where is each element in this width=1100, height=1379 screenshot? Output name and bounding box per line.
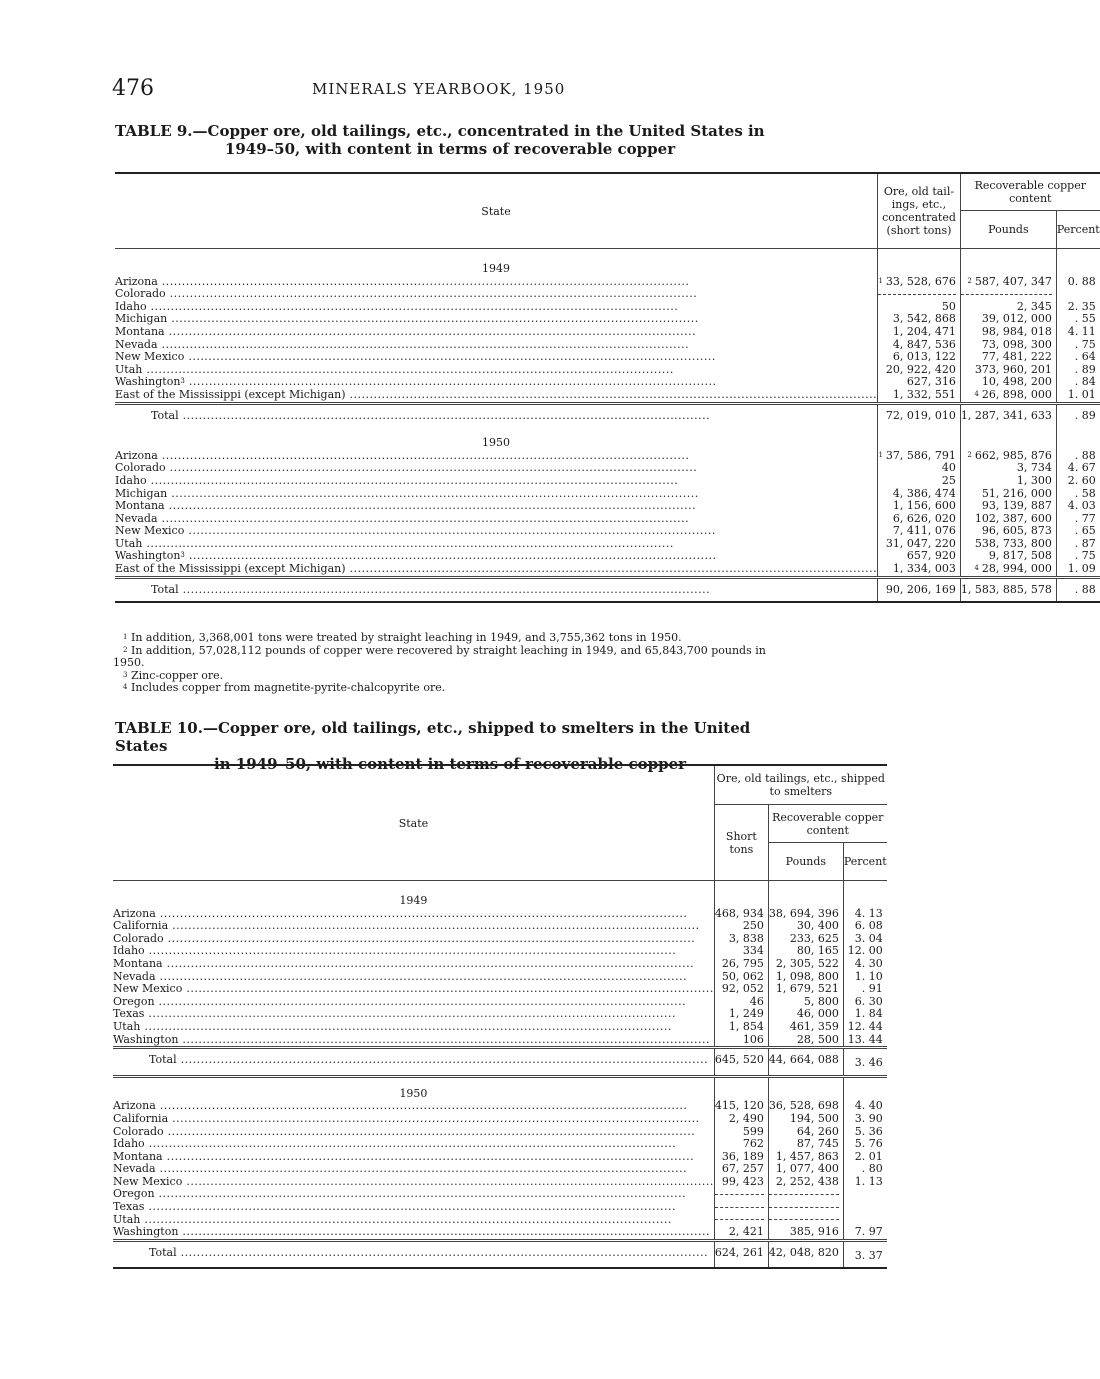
table10-col-percent: Percent bbox=[843, 843, 886, 881]
table9-col-pounds: Pounds bbox=[960, 211, 1056, 249]
tons-value: 4, 386, 474 bbox=[892, 486, 956, 500]
state-name: Utah ..... bbox=[115, 363, 674, 376]
table9-title-line2: 1949–50, with content in terms of recoverable copper bbox=[224, 140, 676, 158]
total-tons: 645, 520 bbox=[714, 1048, 768, 1077]
footnote-text: In addition, 57,028,112 pounds of copper were recovered by straight leaching in 1949, and 65,843,700 pounds in 1950. bbox=[113, 643, 766, 669]
percent-cell bbox=[843, 1201, 886, 1214]
table10-title-line2: in 1949–50, with content in terms of recoverable copper bbox=[213, 755, 687, 773]
total-row bbox=[115, 403, 1100, 427]
table-row bbox=[115, 389, 1100, 403]
state-name: Washington ..... bbox=[113, 1033, 710, 1046]
pounds-cell bbox=[768, 1034, 843, 1048]
table9-col-recov: Recoverable copper content bbox=[960, 173, 1099, 211]
pounds-cell bbox=[768, 1226, 843, 1240]
state-cell bbox=[113, 1226, 714, 1240]
total-pounds: 44, 664, 088 bbox=[768, 1048, 843, 1077]
dash-line bbox=[769, 1219, 839, 1220]
state-name: Montana ..... bbox=[113, 957, 694, 970]
pounds-value: 102, 387, 600 bbox=[974, 511, 1052, 525]
pounds-value: 461, 359 bbox=[789, 1019, 839, 1033]
percent-cell bbox=[843, 1188, 886, 1201]
pounds-value: 3, 734 bbox=[1016, 461, 1052, 475]
spacer-cell bbox=[878, 249, 961, 276]
total-pounds: 1, 287, 341, 633 bbox=[960, 403, 1056, 427]
state-cell bbox=[115, 563, 878, 577]
state-name: Arizona ..... bbox=[113, 1099, 687, 1112]
footnote-ref: 3 bbox=[180, 551, 185, 560]
state-name: Washington bbox=[115, 549, 181, 563]
footnote-mark: 2 bbox=[123, 645, 128, 654]
year-label: 1949 bbox=[399, 894, 428, 907]
pounds-value: 28, 994, 000 bbox=[981, 562, 1052, 576]
table10-col-recov: Recoverable copper content bbox=[768, 805, 886, 843]
pounds-value: 73, 098, 300 bbox=[981, 337, 1052, 351]
spacer-cell bbox=[878, 427, 961, 450]
state-name: Nevada ..... bbox=[113, 1162, 687, 1175]
spacer-cell bbox=[768, 1076, 843, 1100]
dash-line bbox=[961, 294, 1052, 295]
percent-cell: 4. 30 bbox=[843, 958, 886, 971]
tons-value: 46 bbox=[749, 994, 764, 1008]
table9-title-line1: TABLE 9.—Copper ore, old tailings, etc., concentrated in the United States in bbox=[115, 122, 765, 140]
state-name: New Mexico ..... bbox=[113, 982, 714, 995]
pounds-value: 80, 165 bbox=[796, 944, 839, 958]
tons-value: 2, 490 bbox=[728, 1111, 764, 1125]
tons-cell bbox=[878, 276, 961, 289]
tons-value: 37, 586, 791 bbox=[885, 448, 956, 462]
pounds-value: 98, 984, 018 bbox=[981, 324, 1052, 338]
footnote-ref: 3 bbox=[180, 377, 185, 386]
tons-value: 36, 189 bbox=[721, 1149, 764, 1163]
pounds-cell bbox=[960, 276, 1056, 289]
state-name: Arizona ..... bbox=[115, 449, 689, 462]
total-tons: 72, 019, 010 bbox=[878, 403, 961, 427]
tons-value: 67, 257 bbox=[721, 1162, 764, 1176]
table9-body bbox=[115, 173, 1100, 602]
spacer-cell bbox=[1056, 427, 1099, 450]
percent-cell: . 77 bbox=[1056, 513, 1099, 526]
pounds-value: 39, 012, 000 bbox=[981, 312, 1052, 326]
state-name: Oregon ..... bbox=[113, 1187, 686, 1200]
state-name: Nevada ..... bbox=[115, 512, 689, 525]
tons-cell bbox=[714, 1226, 768, 1240]
tons-value: 4, 847, 536 bbox=[892, 337, 956, 351]
state-name: Arizona ..... bbox=[113, 907, 687, 920]
year-row bbox=[115, 427, 1100, 450]
percent-cell: 3. 90 bbox=[843, 1113, 886, 1126]
table-row bbox=[113, 1226, 887, 1240]
year-label: 1950 bbox=[399, 1086, 428, 1100]
pounds-cell bbox=[768, 1176, 843, 1189]
total-pounds: 42, 048, 820 bbox=[768, 1240, 843, 1268]
dash-line bbox=[769, 1194, 839, 1195]
footnote-mark: 1 bbox=[123, 633, 128, 641]
percent-cell: 7. 97 bbox=[843, 1226, 886, 1240]
tons-value: 1, 332, 551 bbox=[892, 387, 956, 401]
tons-cell bbox=[878, 563, 961, 577]
pounds-value: 1, 457, 863 bbox=[775, 1149, 839, 1163]
percent-cell: 6. 30 bbox=[843, 996, 886, 1009]
pounds-cell bbox=[960, 563, 1056, 577]
spacer-cell bbox=[714, 881, 768, 908]
footnote-text: Zinc-copper ore. bbox=[130, 668, 224, 682]
state-name: Washington ..... bbox=[113, 1225, 710, 1238]
year-row bbox=[113, 881, 887, 908]
table10-col-state: State bbox=[113, 765, 714, 881]
state-name: Colorado ..... bbox=[113, 932, 695, 945]
pounds-value: 194, 500 bbox=[789, 1111, 839, 1125]
tons-value: 3, 838 bbox=[728, 931, 764, 945]
table9-title bbox=[115, 122, 785, 158]
percent-cell: 13. 44 bbox=[843, 1034, 886, 1048]
year-label: 1949 bbox=[482, 262, 511, 275]
pounds-value: 93, 139, 887 bbox=[981, 499, 1052, 513]
state-name: Texas ..... bbox=[113, 1007, 676, 1020]
pounds-value: 1, 679, 521 bbox=[775, 982, 839, 996]
pounds-value: 51, 216, 000 bbox=[981, 486, 1052, 500]
total-label: Total ..... bbox=[149, 1053, 708, 1066]
tons-value: 334 bbox=[742, 944, 764, 958]
percent-cell: 2. 35 bbox=[1056, 301, 1099, 314]
tons-value: 40 bbox=[941, 461, 956, 475]
table10-col-short-tons: Short tons bbox=[714, 805, 768, 881]
percent-cell: . 75 bbox=[1056, 339, 1099, 352]
footnote-mark: 3 bbox=[123, 670, 128, 679]
table10-body bbox=[113, 765, 887, 1268]
total-percent: . 89 bbox=[1056, 403, 1099, 427]
table9-col-state: State bbox=[115, 173, 878, 249]
percent-cell: 5. 76 bbox=[843, 1138, 886, 1151]
percent-cell: 5. 36 bbox=[843, 1126, 886, 1139]
percent-cell: . 58 bbox=[1056, 488, 1099, 501]
tons-value: 92, 052 bbox=[721, 982, 764, 996]
footnote bbox=[113, 645, 785, 670]
pounds-cell bbox=[768, 1201, 843, 1214]
tons-cell bbox=[714, 1201, 768, 1214]
state-name: New Mexico ..... bbox=[115, 524, 716, 537]
pounds-value: 64, 260 bbox=[796, 1124, 839, 1138]
table10-title-line1: TABLE 10.—Copper ore, old tailings, etc., shipped to smelters in the United States bbox=[115, 719, 751, 755]
tons-cell bbox=[714, 1176, 768, 1189]
percent-cell: 6. 08 bbox=[843, 920, 886, 933]
dash-line bbox=[769, 1207, 839, 1208]
pounds-value: 538, 733, 800 bbox=[974, 536, 1052, 550]
tons-value: 415, 120 bbox=[714, 1099, 764, 1113]
pounds-value: 233, 625 bbox=[789, 931, 839, 945]
state-name: Utah ..... bbox=[115, 537, 674, 550]
pounds-value: 587, 407, 347 bbox=[974, 274, 1052, 288]
state-cell bbox=[115, 389, 878, 403]
total-label: Total ..... bbox=[151, 409, 710, 422]
total-tons: 90, 206, 169 bbox=[878, 577, 961, 602]
dash-line bbox=[878, 294, 956, 295]
tons-value: 599 bbox=[742, 1124, 764, 1138]
percent-cell: 12. 44 bbox=[843, 1021, 886, 1034]
state-name-wrap bbox=[115, 549, 716, 562]
percent-cell: . 65 bbox=[1056, 525, 1099, 538]
state-name: Utah ..... bbox=[113, 1020, 672, 1033]
running-title: MINERALS YEARBOOK, 1950 bbox=[312, 80, 566, 98]
pounds-value: 26, 898, 000 bbox=[981, 387, 1052, 401]
state-name: Montana ..... bbox=[113, 1150, 694, 1163]
footnote-text: In addition, 3,368,001 tons were treated by straight leaching in 1949, and 3,755,362 tons in 1950. bbox=[130, 631, 682, 644]
tons-value: 6, 626, 020 bbox=[892, 511, 956, 525]
state-name: Colorado ..... bbox=[115, 287, 697, 300]
tons-cell bbox=[714, 1034, 768, 1048]
percent-cell: 4. 11 bbox=[1056, 326, 1099, 339]
table9-col-percent: Percent bbox=[1056, 211, 1099, 249]
pounds-value: 30, 400 bbox=[796, 919, 839, 933]
percent-cell: 4. 67 bbox=[1056, 462, 1099, 475]
state-name: Texas ..... bbox=[113, 1200, 676, 1213]
percent-cell: 0. 88 bbox=[1056, 276, 1099, 289]
pounds-value: 385, 916 bbox=[789, 1225, 839, 1239]
percent-cell: . 91 bbox=[843, 983, 886, 996]
tons-cell bbox=[714, 1188, 768, 1201]
tons-value: 99, 423 bbox=[721, 1174, 764, 1188]
spacer-cell bbox=[843, 881, 886, 908]
spacer-cell bbox=[768, 881, 843, 908]
percent-cell: 1. 84 bbox=[843, 1008, 886, 1021]
percent-cell: 1. 13 bbox=[843, 1176, 886, 1189]
pounds-value: 662, 985, 876 bbox=[974, 448, 1052, 462]
state-name: Michigan ..... bbox=[115, 487, 699, 500]
state-name: Montana ..... bbox=[115, 499, 696, 512]
pounds-cell bbox=[768, 1188, 843, 1201]
tons-value: 1, 249 bbox=[728, 1007, 764, 1021]
tons-value: 26, 795 bbox=[721, 956, 764, 970]
total-label: Total ..... bbox=[151, 583, 710, 596]
percent-cell: 1. 09 bbox=[1056, 563, 1099, 577]
state-name: East of the Mississippi (except Michigan) ..... bbox=[115, 388, 877, 401]
table10 bbox=[113, 764, 887, 1269]
state-name: California ..... bbox=[113, 919, 700, 932]
percent-cell: . 64 bbox=[1056, 351, 1099, 364]
pounds-value: 28, 500 bbox=[796, 1032, 839, 1046]
state-name: Colorado ..... bbox=[113, 1125, 695, 1138]
pounds-value: 373, 960, 201 bbox=[974, 362, 1052, 376]
tons-value: 3, 542, 868 bbox=[892, 312, 956, 326]
page-number: 476 bbox=[112, 76, 154, 101]
total-tons: 624, 261 bbox=[714, 1240, 768, 1268]
state-name: New Mexico ..... bbox=[113, 1175, 714, 1188]
total-row bbox=[115, 577, 1100, 602]
state-name: Washington bbox=[115, 375, 181, 389]
tons-value: 1, 204, 471 bbox=[892, 324, 956, 338]
tons-value: 33, 528, 676 bbox=[885, 274, 956, 288]
pounds-value: 46, 000 bbox=[796, 1007, 839, 1021]
table10-col-pounds: Pounds bbox=[768, 843, 843, 881]
total-percent: 3. 46 bbox=[843, 1048, 886, 1077]
dash-line bbox=[715, 1219, 764, 1220]
total-row bbox=[113, 1240, 887, 1268]
state-name: Montana ..... bbox=[115, 325, 696, 338]
pounds-value: 10, 498, 200 bbox=[981, 375, 1052, 389]
total-label: Total ..... bbox=[149, 1246, 708, 1259]
table9-col-ore: Ore, old tail-ings, etc., concentrated (short tons) bbox=[878, 173, 961, 249]
total-label-cell bbox=[115, 577, 878, 602]
pounds-value: 2, 252, 438 bbox=[775, 1174, 839, 1188]
percent-cell: 2. 01 bbox=[843, 1151, 886, 1164]
table9-header-row bbox=[115, 173, 1100, 211]
percent-cell: 2. 60 bbox=[1056, 475, 1099, 488]
percent-cell: . 55 bbox=[1056, 313, 1099, 326]
percent-cell: 4. 40 bbox=[843, 1100, 886, 1113]
percent-cell: 4. 13 bbox=[843, 908, 886, 921]
pounds-value: 77, 481, 222 bbox=[981, 350, 1052, 364]
tons-value: 468, 934 bbox=[714, 906, 764, 920]
footnote-mark: 4 bbox=[123, 683, 128, 691]
state-name-wrap bbox=[115, 375, 716, 388]
percent-cell: 4. 03 bbox=[1056, 500, 1099, 513]
footnote-ref: 2 bbox=[967, 276, 972, 285]
pounds-value: 87, 745 bbox=[796, 1137, 839, 1151]
percent-cell: 1. 01 bbox=[1056, 389, 1099, 403]
footnote-ref: 1 bbox=[878, 450, 883, 459]
pounds-value: 5, 800 bbox=[803, 994, 839, 1008]
state-name: East of the Mississippi (except Michigan) ..... bbox=[115, 562, 877, 575]
footnote bbox=[113, 682, 785, 695]
spacer-cell bbox=[960, 427, 1056, 450]
total-row bbox=[113, 1048, 887, 1077]
state-name: Idaho ..... bbox=[113, 1137, 676, 1150]
state-cell bbox=[113, 1034, 714, 1048]
state-name: Idaho ..... bbox=[115, 300, 678, 313]
spacer-cell bbox=[714, 1076, 768, 1100]
tons-value: 7, 411, 076 bbox=[892, 524, 956, 538]
spacer-cell bbox=[1056, 249, 1099, 276]
state-name: Colorado ..... bbox=[115, 461, 697, 474]
tons-value: 31, 047, 220 bbox=[885, 536, 956, 550]
dash-line bbox=[715, 1194, 764, 1195]
pounds-value: 1, 077, 400 bbox=[775, 1162, 839, 1176]
state-name: California ..... bbox=[113, 1112, 700, 1125]
table9 bbox=[115, 172, 1100, 603]
total-pounds: 1, 583, 885, 578 bbox=[960, 577, 1056, 602]
total-label-cell bbox=[113, 1048, 714, 1077]
footnote-ref: 4 bbox=[974, 564, 979, 573]
pounds-value: 1, 300 bbox=[1016, 473, 1052, 487]
pounds-value: 2, 305, 522 bbox=[775, 956, 839, 970]
tons-value: 1, 334, 003 bbox=[892, 562, 956, 576]
pounds-value: 96, 605, 873 bbox=[981, 524, 1052, 538]
percent-cell: . 88 bbox=[1056, 450, 1099, 463]
percent-cell: 1. 10 bbox=[843, 971, 886, 984]
year-label: 1950 bbox=[482, 436, 511, 450]
year-row bbox=[113, 1076, 887, 1100]
percent-cell: . 80 bbox=[843, 1163, 886, 1176]
state-name: Idaho ..... bbox=[115, 474, 678, 487]
tons-value: 25 bbox=[941, 473, 956, 487]
tons-cell bbox=[878, 389, 961, 403]
percent-cell: . 89 bbox=[1056, 364, 1099, 377]
tons-value: 250 bbox=[742, 919, 764, 933]
tons-value: 6, 013, 122 bbox=[892, 350, 956, 364]
percent-cell: 3. 04 bbox=[843, 933, 886, 946]
table-row bbox=[113, 1034, 887, 1048]
tons-value: 657, 920 bbox=[906, 549, 956, 563]
state-name: Oregon ..... bbox=[113, 995, 686, 1008]
tons-value: 20, 922, 420 bbox=[885, 362, 956, 376]
year-row bbox=[115, 249, 1100, 276]
pounds-value: 9, 817, 508 bbox=[988, 549, 1052, 563]
total-label-cell bbox=[113, 1240, 714, 1268]
percent-cell: . 84 bbox=[1056, 376, 1099, 389]
state-name: Arizona ..... bbox=[115, 275, 689, 288]
footnote-ref: 2 bbox=[967, 450, 972, 459]
percent-cell bbox=[1056, 288, 1099, 301]
spacer-cell bbox=[843, 1076, 886, 1100]
spacer-cell bbox=[960, 249, 1056, 276]
tons-value: 1, 156, 600 bbox=[892, 499, 956, 513]
total-percent: 3. 37 bbox=[843, 1240, 886, 1268]
tons-value: 2, 421 bbox=[728, 1225, 764, 1239]
tons-value: 50 bbox=[941, 299, 956, 313]
footnotes bbox=[113, 632, 785, 695]
state-name: Utah ..... bbox=[113, 1213, 672, 1226]
tons-value: 50, 062 bbox=[721, 969, 764, 983]
table-row bbox=[115, 563, 1100, 577]
footnote-ref: 4 bbox=[974, 389, 979, 398]
table10-col-group: Ore, old tailings, etc., shipped to smelters bbox=[714, 765, 886, 805]
dash-line bbox=[715, 1207, 764, 1208]
state-name: Michigan ..... bbox=[115, 312, 699, 325]
state-name: New Mexico ..... bbox=[115, 350, 716, 363]
state-name: Idaho ..... bbox=[113, 944, 676, 957]
total-label-cell bbox=[115, 403, 878, 427]
tons-value: 1, 854 bbox=[728, 1019, 764, 1033]
total-percent: . 88 bbox=[1056, 577, 1099, 602]
percent-cell: 12. 00 bbox=[843, 945, 886, 958]
pounds-value: 1, 098, 800 bbox=[775, 969, 839, 983]
pounds-cell bbox=[960, 389, 1056, 403]
state-name: Nevada ..... bbox=[113, 970, 687, 983]
tons-value: 106 bbox=[742, 1032, 764, 1046]
tons-value: 762 bbox=[742, 1137, 764, 1151]
pounds-value: 36, 528, 698 bbox=[768, 1099, 839, 1113]
percent-cell: . 75 bbox=[1056, 550, 1099, 563]
footnote-text: Includes copper from magnetite-pyrite-chalcopyrite ore. bbox=[130, 681, 446, 694]
percent-cell: . 87 bbox=[1056, 538, 1099, 551]
pounds-value: 2, 345 bbox=[1016, 299, 1052, 313]
state-name: Nevada ..... bbox=[115, 338, 689, 351]
table10-header-row bbox=[113, 765, 887, 805]
footnote-ref: 1 bbox=[878, 276, 883, 285]
pounds-value: 38, 694, 396 bbox=[768, 906, 839, 920]
tons-value: 627, 316 bbox=[906, 375, 956, 389]
